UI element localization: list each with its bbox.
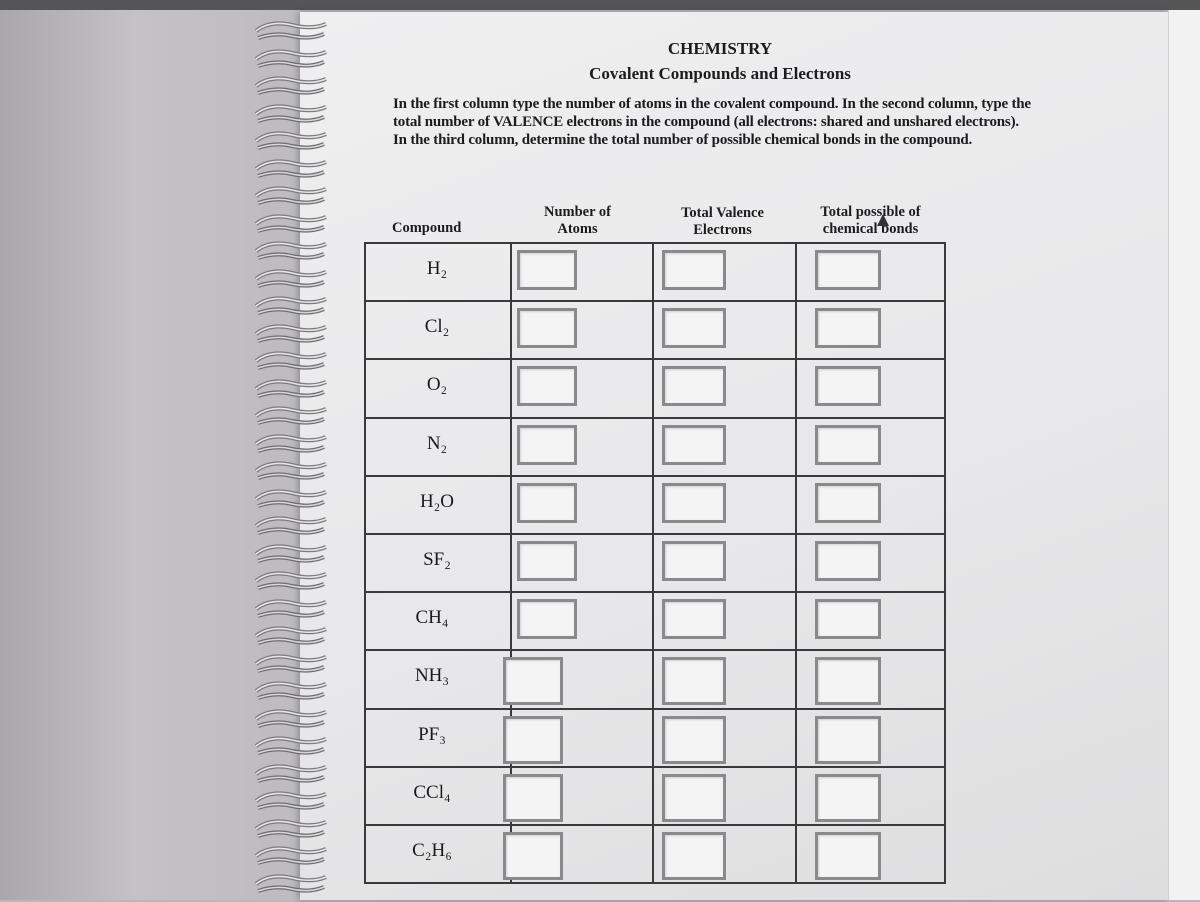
- spiral-coil: [252, 156, 330, 182]
- spiral-coil: [252, 73, 330, 99]
- bonds-input[interactable]: [815, 308, 881, 348]
- bonds-input[interactable]: [815, 832, 881, 880]
- valence-input[interactable]: [662, 541, 726, 581]
- atoms-input[interactable]: [517, 483, 577, 523]
- valence-input[interactable]: [662, 774, 726, 822]
- spiral-coil: [252, 706, 330, 732]
- table-row-divider: [364, 300, 944, 302]
- spiral-coil: [252, 816, 330, 842]
- atoms-input[interactable]: [517, 599, 577, 639]
- bonds-input[interactable]: [815, 250, 881, 290]
- header-number-of-atoms: [520, 204, 635, 238]
- table-column-divider: [364, 242, 366, 884]
- spiral-coil: [252, 128, 330, 154]
- spiral-coil: [252, 101, 330, 127]
- compound-formula: PF₃: [418, 723, 446, 745]
- screen-bezel: [0, 0, 1200, 10]
- valence-input[interactable]: [662, 483, 726, 523]
- bonds-input[interactable]: [815, 774, 881, 822]
- table-row-divider: [364, 882, 944, 884]
- spiral-coil: [252, 651, 330, 677]
- spiral-coil: [252, 238, 330, 264]
- header-bonds-line2: chemical bonds: [822, 221, 919, 237]
- bonds-input[interactable]: [815, 716, 881, 764]
- spiral-coil: [252, 431, 330, 457]
- atoms-input[interactable]: [517, 425, 577, 465]
- subject-title: CHEMISTRY: [667, 39, 773, 58]
- atoms-input[interactable]: [503, 832, 563, 880]
- header-atoms-line1: Number of: [544, 204, 611, 220]
- table-row-divider: [364, 417, 944, 419]
- header-valence-line2: Electrons: [693, 222, 752, 238]
- table-column-divider: [652, 242, 654, 884]
- spiral-coil: [252, 46, 330, 72]
- header-valence-line1: Total Valence: [681, 205, 764, 221]
- spiral-coil: [252, 871, 330, 897]
- spiral-coil: [252, 403, 330, 429]
- atoms-input[interactable]: [503, 716, 563, 764]
- table-row-divider: [364, 475, 944, 477]
- spiral-coil: [252, 321, 330, 347]
- spiral-coil: [252, 788, 330, 814]
- header-compound: Compound: [392, 220, 462, 236]
- bonds-input[interactable]: [815, 599, 881, 639]
- spiral-coil: [252, 568, 330, 594]
- compound-formula: H₂O: [419, 490, 455, 512]
- table-row-divider: [364, 533, 944, 535]
- table-row-divider: [364, 766, 944, 768]
- table-row-divider: [364, 824, 944, 826]
- page-edge: [1168, 10, 1200, 900]
- compound-formula: O₂: [426, 374, 448, 396]
- bonds-input[interactable]: [815, 657, 881, 705]
- compound-formula: SF₂: [423, 549, 451, 570]
- spiral-coil: [252, 513, 330, 539]
- spiral-coil: [252, 486, 330, 512]
- compound-formula: Cl₂: [424, 316, 450, 338]
- header-bonds-line1: Total possible of: [820, 204, 921, 220]
- compound-formula: CH₄: [415, 607, 449, 629]
- valence-input[interactable]: [662, 832, 726, 880]
- atoms-input[interactable]: [503, 657, 563, 705]
- valence-input[interactable]: [662, 657, 726, 705]
- spiral-coil: [252, 733, 330, 759]
- valence-input[interactable]: [662, 716, 726, 764]
- atoms-input[interactable]: [517, 308, 577, 348]
- valence-input[interactable]: [662, 599, 726, 639]
- worksheet-heading: [420, 36, 1020, 86]
- compound-formula: C₂H₆: [412, 840, 452, 861]
- spiral-coil: [252, 678, 330, 704]
- header-total-bonds: [798, 204, 943, 238]
- worksheet-title: Covalent Compounds and Electrons: [589, 64, 851, 83]
- mouse-cursor-icon: [877, 214, 889, 226]
- spiral-coil: [252, 18, 330, 44]
- compound-formula: CCl₄: [413, 781, 451, 803]
- valence-input[interactable]: [662, 308, 726, 348]
- atoms-input[interactable]: [517, 366, 577, 406]
- valence-input[interactable]: [662, 425, 726, 465]
- table-column-divider: [944, 242, 946, 884]
- bonds-input[interactable]: [815, 425, 881, 465]
- spiral-coil: [252, 266, 330, 292]
- spiral-coil: [252, 761, 330, 787]
- atoms-input[interactable]: [517, 250, 577, 290]
- spiral-coil: [252, 211, 330, 237]
- compound-formula: NH₃: [414, 665, 450, 687]
- table-row-divider: [364, 358, 944, 360]
- spiral-coil: [252, 183, 330, 209]
- table-row-divider: [364, 242, 944, 244]
- compound-formula: N₂: [426, 432, 448, 454]
- spiral-coil: [252, 293, 330, 319]
- table-row-divider: [364, 591, 944, 593]
- valence-input[interactable]: [662, 366, 726, 406]
- bonds-input[interactable]: [815, 483, 881, 523]
- spiral-binding: [252, 18, 332, 898]
- spiral-coil: [252, 458, 330, 484]
- valence-input[interactable]: [662, 250, 726, 290]
- spiral-coil: [252, 376, 330, 402]
- table-column-divider: [795, 242, 797, 884]
- spiral-coil: [252, 843, 330, 869]
- instructions-text: In the first column type the number of atoms in the covalent compound. In the second column, type the total number of VALENCE electrons in the compound (all electrons: shared and unshared electrons). In the third column, determine the total number of possible chemical bonds in the compound.: [393, 96, 1031, 148]
- atoms-input[interactable]: [503, 774, 563, 822]
- spiral-coil: [252, 596, 330, 622]
- header-total-valence: [660, 205, 785, 239]
- spiral-coil: [252, 623, 330, 649]
- atoms-input[interactable]: [517, 541, 577, 581]
- spiral-coil: [252, 348, 330, 374]
- bonds-input[interactable]: [815, 541, 881, 581]
- bonds-input[interactable]: [815, 366, 881, 406]
- spiral-coil: [252, 541, 330, 567]
- compound-formula: H₂: [426, 258, 448, 279]
- table-row-divider: [364, 649, 944, 651]
- header-atoms-line2: Atoms: [557, 221, 598, 237]
- table-row-divider: [364, 708, 944, 710]
